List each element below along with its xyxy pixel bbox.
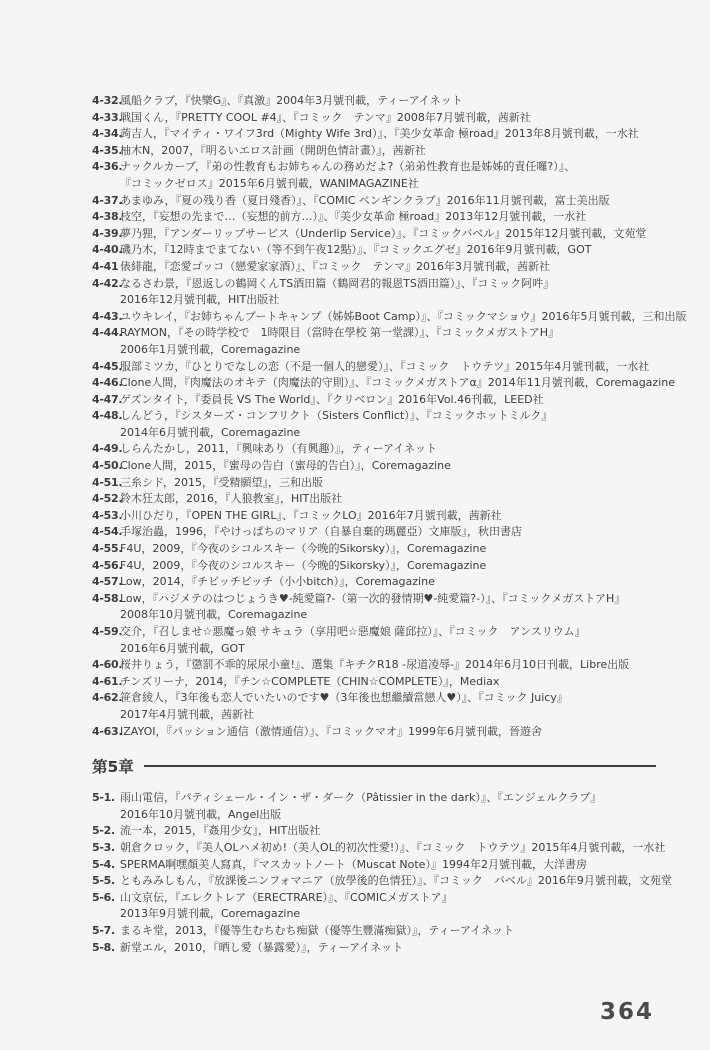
entry-text bbox=[120, 375, 675, 392]
entry-text bbox=[120, 890, 656, 923]
entry-text bbox=[120, 359, 656, 376]
reference-entry bbox=[92, 591, 656, 624]
entry-text-line: 俵緋龍，『恋愛ゴッコ（戀愛家家酒）』、『コミック テンマ』2016年3月號刊載，茜新社 bbox=[120, 259, 550, 273]
entry-text-line: IZAYOI，『パッション通信（激情通信）』、『コミックマオ』1999年6月號刊載，晉遊舍 bbox=[120, 724, 543, 738]
entry-text-line: ゲズンタイト，『委員長 VS The World』、『クリベロン』2016年Vol.46刊載，LEED社 bbox=[120, 392, 544, 406]
entry-number: 4-41 bbox=[92, 259, 119, 273]
entry-text-line: 2016年12月號刊載，HIT出版社 bbox=[120, 293, 280, 307]
entry-number: 4-48. bbox=[92, 409, 123, 423]
entry-number: 4-37. bbox=[92, 193, 123, 207]
entry-text-line: 服部ミツカ，『ひとりでなしの恋（不是一個人的戀愛）』、『コミック トウテツ』2015年4月號刊載，一水社 bbox=[120, 359, 650, 373]
entry-text-line: ナックルカーブ，『弟の性教育もお姉ちゃんの務めだよ?（弟弟性教育也是姊姊的責任囉?）』、 bbox=[120, 160, 576, 174]
entry-text bbox=[120, 276, 656, 309]
entry-text-line: しんどう，『シスターズ・コンフリクト（Sisters Conflict）』、『コミックホットミルク』 bbox=[120, 409, 553, 423]
entry-number: 5-5. bbox=[92, 874, 115, 888]
reference-entry bbox=[92, 724, 656, 741]
entry-text-line: ともみみしもん，『放課後ニンフォマニア（放學後的色情狂）』、『コミック バベル』2016年9月號刊載，文苑堂 bbox=[120, 874, 672, 888]
entry-text bbox=[120, 441, 656, 458]
entry-text-line: Clone人間，『肉魔法のオキテ（肉魔法的守則）』、『コミックメガストアα』2014年11月號刊載，Coremagazine bbox=[120, 376, 675, 390]
entry-number: 4-45. bbox=[92, 359, 123, 373]
entry-text-line: 鈴木狂太郎，2016，『人狼教室』，HIT出版社 bbox=[120, 492, 343, 506]
entry-text bbox=[120, 790, 656, 823]
entry-number: 4-57. bbox=[92, 575, 123, 589]
chapter5-heading: 第5章 bbox=[92, 758, 134, 777]
reference-entry bbox=[92, 209, 656, 226]
reference-entry bbox=[92, 558, 656, 575]
reference-entry bbox=[92, 325, 656, 358]
entry-text bbox=[120, 209, 656, 226]
entry-number: 4-47. bbox=[92, 392, 123, 406]
entry-text bbox=[120, 690, 656, 723]
entry-text-line: 風船クラブ，『快樂G』、『真激』2004年3月號刊載，ティーアイネット bbox=[120, 94, 463, 107]
entry-number: 4-33. bbox=[92, 110, 123, 124]
entry-number: 5-1. bbox=[92, 791, 115, 805]
entry-text-line: 桜井りょう，『懲罰不乖的尿尿小童!』、選集『キチクR18 -尿道凌辱-』2014年6月10日刊載，Libre出版 bbox=[120, 658, 630, 672]
entry-text bbox=[120, 541, 656, 558]
entry-number: 4-44. bbox=[92, 326, 123, 340]
entry-number: 4-53. bbox=[92, 508, 123, 522]
entry-text bbox=[120, 325, 656, 358]
reference-entry bbox=[92, 110, 656, 127]
entry-number: 4-42. bbox=[92, 276, 123, 290]
reference-entry bbox=[92, 408, 656, 441]
entry-number: 4-39. bbox=[92, 226, 123, 240]
reference-entry bbox=[92, 940, 656, 957]
entry-text bbox=[120, 940, 656, 957]
entry-text-line: 『コミックゼロス』2015年6月號刊載，WANIMAGAZINE社 bbox=[120, 176, 419, 190]
entry-text-line: 2016年6月號刊載，GOT bbox=[120, 641, 245, 655]
entry-number: 4-56. bbox=[92, 558, 123, 572]
entry-text bbox=[120, 309, 687, 326]
entry-number: 4-51. bbox=[92, 475, 123, 489]
entry-text bbox=[120, 408, 656, 441]
entry-text bbox=[120, 674, 656, 691]
entry-text bbox=[120, 126, 656, 143]
reference-entry bbox=[92, 857, 656, 874]
entry-number: 4-60. bbox=[92, 658, 123, 672]
entry-text-line: 2008年10月號刊載，Coremagazine bbox=[120, 608, 308, 622]
entry-text-line: あまゆみ，『夏の残り香（夏日殘香）』、『COMIC ペンギンクラブ』2016年11月號刊載，富士美出版 bbox=[120, 193, 610, 207]
entry-text-line: 三糸シド，2015，『受精願望』，三和出版 bbox=[120, 475, 324, 489]
reference-entry bbox=[92, 541, 656, 558]
entry-text bbox=[120, 242, 656, 259]
entry-number: 4-46. bbox=[92, 376, 123, 390]
entry-text-line: まるキ堂，2013，『優等生むちむち痴獄（優等生豐滿痴獄）』，ティーアイネット bbox=[120, 923, 514, 937]
chapter5-list bbox=[92, 790, 672, 956]
entry-text-line: 小川ひだり，『OPEN THE GIRL』、『コミックLO』2016年7月號刊載，茜新社 bbox=[120, 508, 502, 522]
entry-text bbox=[120, 923, 656, 940]
entry-number: 4-54. bbox=[92, 525, 123, 539]
entry-number: 4-61. bbox=[92, 674, 123, 688]
entry-text bbox=[120, 524, 656, 541]
entry-number: 5-3. bbox=[92, 840, 115, 854]
reference-entry bbox=[92, 524, 656, 541]
entry-text-line: 蒟吉人，『マイティ・ワイフ3rd（Mighty Wife 3rd）』、『美少女革命 極road』2013年8月號刊載，一水社 bbox=[120, 127, 639, 141]
entry-text-line: なるさわ景，『恩返しの鶴岡くんTS酒田篇（鶴岡君的報恩TS酒田篇）』、『コミック阿吽』 bbox=[120, 276, 555, 290]
reference-entry bbox=[92, 923, 656, 940]
reference-entry bbox=[92, 890, 656, 923]
entry-text bbox=[120, 259, 656, 276]
entry-text-line: Low，2014，『チビッチビッチ（小小bitch）』，Coremagazine bbox=[120, 575, 435, 589]
entry-text bbox=[120, 110, 656, 127]
entry-text bbox=[120, 491, 656, 508]
entry-text-line: チンズリーナ，2014，『チン☆COMPLETE（CHIN☆COMPLETE）』，Mediax bbox=[120, 674, 500, 688]
entry-text bbox=[120, 823, 656, 840]
reference-entry bbox=[92, 690, 656, 723]
reference-entry bbox=[92, 657, 656, 674]
entry-number: 4-34. bbox=[92, 127, 123, 141]
entry-number: 4-63. bbox=[92, 724, 123, 738]
entry-text-line: Low，『ハジメテのはつじょうき♥-純愛篇?-（第一次的發情期♥-純愛篇?-）』、『コミックメガストアH』 bbox=[120, 591, 626, 605]
entry-text bbox=[120, 159, 656, 192]
entry-number: 4-38. bbox=[92, 210, 123, 224]
entry-text bbox=[120, 392, 656, 409]
reference-entry bbox=[92, 458, 656, 475]
entry-text bbox=[120, 508, 656, 525]
reference-entry bbox=[92, 126, 656, 143]
reference-entry bbox=[92, 674, 656, 691]
reference-entry bbox=[92, 823, 656, 840]
reference-entry bbox=[92, 159, 656, 192]
reference-entry bbox=[92, 873, 672, 890]
entry-text-line: 枝空，『妄想の先まで…（妄想的前方…）』、『美少女革命 極road』2013年12月號刊載，一水社 bbox=[120, 210, 587, 224]
reference-entry bbox=[92, 624, 656, 657]
reference-entry bbox=[92, 491, 656, 508]
reference-entry bbox=[92, 475, 656, 492]
reference-entry bbox=[92, 309, 687, 326]
entry-text-line: RAYMON，『その時学校で 1時限目（當時在學校 第一堂課）』、『コミックメガストアH』 bbox=[120, 326, 560, 340]
entry-text-line: ユウキレイ，『お姉ちゃんブートキャンプ（姊姊Boot Camp）』、『コミックマショウ』2016年5月號刊載，三和出版 bbox=[120, 309, 687, 323]
reference-entry bbox=[92, 508, 656, 525]
reference-entry bbox=[92, 441, 656, 458]
entry-text-line: 流一本，2015，『姦用少女』，HIT出版社 bbox=[120, 824, 321, 838]
entry-number: 5-6. bbox=[92, 890, 115, 904]
entry-text-line: 新堂エル，2010，『晒し愛（暴露愛）』，ティーアイネット bbox=[120, 940, 404, 954]
entry-number: 4-52. bbox=[92, 492, 123, 506]
reference-entry bbox=[92, 840, 666, 857]
entry-text-line: 交介，『召しませ☆悪魔っ娘 サキュラ（享用吧☆惡魔娘 薩邱拉）』、『コミック アンスリウム』 bbox=[120, 625, 586, 638]
entry-text-line: 2006年1月號刊載，Coremagazine bbox=[120, 342, 301, 356]
page-number: 364 bbox=[599, 999, 654, 1025]
entry-number: 5-8. bbox=[92, 940, 115, 954]
entry-text bbox=[120, 873, 672, 890]
entry-number: 5-4. bbox=[92, 857, 115, 871]
entry-text-line: 戦国くん，『PRETTY COOL #4』、『コミック テンマ』2008年7月號刊載，茜新社 bbox=[120, 110, 531, 124]
entry-text bbox=[120, 624, 656, 657]
entry-text-line: SPERMA啊嘿顏美人寫真，『マスカットノート（Muscat Note）』1994年2月號刊載，大洋書房 bbox=[120, 857, 587, 871]
entry-number: 4-32. bbox=[92, 94, 123, 107]
reference-entry bbox=[92, 375, 675, 392]
entry-text-line: 2017年4月號刊載，茜新社 bbox=[120, 707, 254, 721]
entry-text bbox=[120, 193, 656, 210]
entry-number: 4-40. bbox=[92, 243, 123, 257]
entry-text-line: 2013年9月號刊載，Coremagazine bbox=[120, 907, 301, 921]
entry-text-line: F4U，2009，『今夜のシコルスキー（今晚的Sikorsky）』，Coremagazine bbox=[120, 558, 487, 572]
entry-number: 4-35. bbox=[92, 143, 123, 157]
entry-text bbox=[120, 591, 656, 624]
chapter5-heading-rule bbox=[144, 765, 656, 767]
entry-text-line: 手塚治蟲，1996，『やけっぱちのマリア（自暴自棄的瑪麗亞）文庫版』，秋田書店 bbox=[120, 525, 522, 539]
entry-text-line: 柚木N，2007，『明るいエロス計画（開朗色情計畫）』，茜新社 bbox=[120, 143, 426, 157]
entry-number: 4-62. bbox=[92, 691, 123, 705]
entry-text-line: Clone人間，2015，『蜜母の告白（蜜母的告白）』，Coremagazine bbox=[120, 459, 451, 473]
chapter4-list bbox=[92, 93, 687, 740]
entry-number: 4-36. bbox=[92, 160, 123, 174]
entry-text bbox=[120, 857, 656, 874]
entry-number: 4-49. bbox=[92, 442, 123, 456]
entry-number: 4-58. bbox=[92, 591, 123, 605]
entry-text-line: しらんたかし，2011，『興味あり（有興趣）』，ティーアイネット bbox=[120, 442, 437, 456]
entry-text-line: 朝倉クロック，『美人OLハメ初め!（美人OL的初次性愛!）』、『コミック トウテツ』2015年4月號刊載，一水社 bbox=[120, 840, 666, 854]
reference-entry bbox=[92, 276, 656, 309]
entry-text-line: 2016年10月號刊載，Angel出版 bbox=[120, 807, 282, 821]
entry-text bbox=[120, 475, 656, 492]
entry-text-line: F4U，2009，『今夜のシコルスキー（今晚的Sikorsky）』，Coremagazine bbox=[120, 542, 487, 556]
reference-entry bbox=[92, 790, 656, 823]
entry-text bbox=[120, 143, 656, 160]
reference-entry bbox=[92, 193, 656, 210]
entry-text bbox=[120, 226, 656, 243]
entry-text-line: 夢乃狸，『アンダーリップサービス（Underlip Service）』、『コミックバベル』2015年12月號刊載，文苑堂 bbox=[120, 226, 647, 240]
entry-text bbox=[120, 458, 656, 475]
entry-text bbox=[120, 657, 656, 674]
entry-number: 5-7. bbox=[92, 923, 115, 937]
entry-text bbox=[120, 93, 656, 110]
reference-entry bbox=[92, 242, 656, 259]
entry-text bbox=[120, 840, 666, 857]
entry-number: 4-50. bbox=[92, 459, 123, 473]
reference-entry bbox=[92, 574, 656, 591]
entry-text-line: 笹倉綾人，『3年後も恋人でいたいのです♥（3年後也想繼續當戀人♥）』、『コミック Juicy』 bbox=[120, 691, 568, 705]
reference-entry bbox=[92, 259, 656, 276]
entry-number: 5-2. bbox=[92, 824, 115, 838]
entry-text-line: 雨山電信，『パティシェール・イン・ザ・ダーク（Pâtissier in the dark）』、『エンジェルクラブ』 bbox=[120, 791, 602, 805]
reference-entry bbox=[92, 226, 656, 243]
reference-entry bbox=[92, 392, 656, 409]
chapter5-heading-row bbox=[92, 755, 656, 777]
reference-entry bbox=[92, 143, 656, 160]
entry-text bbox=[120, 724, 656, 741]
reference-entry bbox=[92, 93, 656, 110]
entry-text-line: 磯乃木，『12時までまてない（等不到午夜12點）』、『コミックエグゼ』2016年9月號刊載，GOT bbox=[120, 243, 592, 257]
entry-text bbox=[120, 558, 656, 575]
reference-entry bbox=[92, 359, 656, 376]
entry-number: 4-55. bbox=[92, 542, 123, 556]
entry-text-line: 2014年6月號刊載，Coremagazine bbox=[120, 425, 301, 439]
entry-text-line: 山文京伝，『エレクトレア（ERECTRARE）』、『COMICメガストア』 bbox=[120, 890, 453, 904]
entry-number: 4-59. bbox=[92, 625, 123, 638]
entry-text bbox=[120, 574, 656, 591]
entry-number: 4-43. bbox=[92, 309, 123, 323]
